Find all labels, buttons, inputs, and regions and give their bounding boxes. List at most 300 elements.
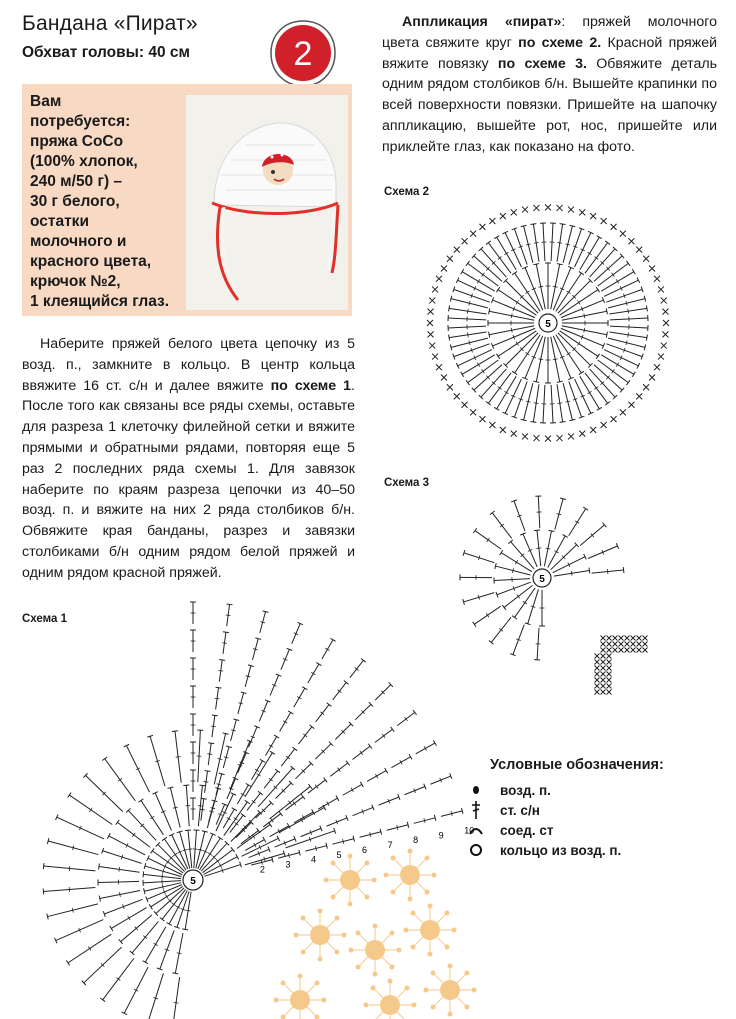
stitch-mark [173, 977, 180, 1019]
decor-dot [444, 944, 449, 949]
stitch-mark [644, 344, 645, 350]
stitch-mark [607, 642, 612, 647]
stitch-mark [607, 660, 612, 665]
stitch-mark [553, 359, 558, 360]
stitch-mark [258, 791, 263, 795]
stitch-mark [360, 782, 363, 787]
stitch-mark [454, 393, 460, 399]
stitch-mark [595, 672, 600, 677]
stitch-mark [47, 914, 48, 920]
stitch-mark [324, 778, 328, 783]
stitch-mark [545, 436, 551, 442]
stitch-mark [613, 648, 618, 653]
row-number: 8 [413, 835, 419, 846]
decor-dot [432, 873, 437, 878]
stitch-mark [473, 528, 476, 533]
stitch-mark [336, 796, 339, 801]
stitch-mark [162, 885, 163, 890]
stitch-mark [231, 847, 235, 852]
stitch-mark [208, 853, 212, 856]
stitch-mark [176, 757, 181, 758]
stitch-mark [553, 286, 558, 287]
decor-dot [448, 964, 453, 969]
stitch-mark [428, 331, 434, 337]
stitch-mark [605, 401, 610, 405]
stitch-mark [432, 286, 438, 292]
stitch-mark [607, 678, 612, 683]
stitch-mark [643, 642, 648, 647]
stitch-mark [584, 313, 585, 318]
stitch-mark [279, 811, 283, 816]
stitch-mark [468, 309, 469, 314]
decor-dot [452, 928, 457, 933]
stitch-mark [538, 359, 543, 360]
stitch-mark [632, 372, 635, 377]
stitch-mark [631, 648, 636, 653]
stitch-mark [631, 636, 636, 641]
stitch-mark [611, 224, 617, 230]
stitch-mark [626, 261, 630, 266]
stitch-mark [391, 727, 395, 732]
legend-item: возд. п. [468, 780, 551, 800]
stitch-mark [595, 654, 600, 659]
stitch-mark [649, 375, 655, 381]
stitch-mark [577, 342, 580, 346]
stitch-mark [646, 305, 647, 311]
stitch-mark [211, 726, 216, 727]
stitch-mark [368, 744, 372, 749]
stitch-mark [429, 343, 435, 349]
stitch-mark [607, 636, 612, 641]
stitch-mark [601, 690, 606, 695]
stitch-mark [385, 768, 388, 773]
stitch-mark [450, 296, 451, 302]
stitch-mark [470, 409, 476, 415]
stitch-mark [198, 849, 203, 850]
stitch-mark [596, 287, 599, 292]
stitch-mark [626, 380, 630, 385]
stitch-mark [521, 225, 527, 226]
stitch-mark [302, 687, 307, 690]
scheme1-ref: по схеме 1 [270, 377, 352, 394]
stitch-mark [606, 332, 607, 338]
legend-item: ст. с/н [468, 800, 540, 820]
stitch-mark [601, 672, 606, 677]
stitch-mark [565, 401, 570, 402]
stitch-mark [619, 636, 624, 641]
stitch-mark [595, 666, 600, 671]
stitch-mark [658, 286, 664, 292]
scheme1-diagram [20, 605, 475, 1019]
stitch-mark [489, 422, 495, 428]
stitch-mark [619, 642, 624, 647]
stitch-mark [346, 761, 350, 766]
stitch-mark [516, 342, 519, 346]
stitch-mark [533, 264, 539, 265]
stitch-mark [202, 831, 208, 832]
stitch-mark [557, 381, 563, 382]
stitch-mark [89, 808, 92, 812]
stitch-mark [628, 402, 634, 408]
stitch-mark [99, 896, 100, 902]
stitch-mark [601, 218, 607, 224]
stitch-mark [144, 888, 145, 894]
decor-dot [428, 904, 433, 909]
page-title: Бандана «Пират» [22, 12, 198, 35]
stitch-mark [234, 817, 238, 820]
stitch-mark [162, 837, 167, 840]
stitch-mark [530, 421, 536, 422]
stitch-mark [607, 684, 612, 689]
stitch-mark [487, 538, 490, 542]
stitch-mark [257, 828, 261, 833]
stitch-mark [500, 427, 506, 433]
stitch-mark [601, 654, 606, 659]
stitch-mark [626, 301, 627, 306]
stitch-mark [637, 636, 642, 641]
stitch-mark [486, 401, 491, 405]
stitch-mark [565, 244, 570, 245]
stitch-mark [500, 550, 503, 555]
stitch-mark [441, 265, 447, 271]
stitch-mark [173, 853, 177, 856]
stitch-mark [301, 794, 305, 799]
row-number: 5 [336, 849, 342, 860]
stitch-mark [522, 207, 528, 213]
decor-dot [424, 856, 429, 861]
ring-label: 5 [190, 876, 196, 887]
badge-number: 2 [293, 35, 313, 73]
decor-dot [464, 1004, 469, 1009]
stitch-mark [216, 687, 222, 688]
stitch-mark [601, 684, 606, 689]
stitch-mark [432, 354, 438, 360]
stitch-mark [595, 690, 600, 695]
stitch-mark [177, 953, 182, 954]
stitch-mark [512, 271, 517, 274]
row-number: 4 [310, 854, 316, 865]
stitch-mark [601, 660, 606, 665]
stitch-mark [607, 672, 612, 677]
stitch-mark [579, 371, 584, 374]
stitch-mark [568, 433, 574, 439]
stitch-mark [274, 735, 279, 738]
stitch-mark [454, 247, 460, 253]
stitch-mark [223, 632, 229, 633]
stitch-mark [625, 636, 630, 641]
stitch-mark [219, 660, 225, 661]
stitch-mark [583, 507, 588, 510]
stitch-mark [489, 308, 490, 314]
stitch-mark [172, 731, 178, 732]
stitch-mark [204, 771, 210, 772]
stitch-mark [466, 261, 470, 266]
stitch-mark [530, 224, 536, 225]
stitch-mark [534, 403, 539, 404]
stitch-mark [557, 435, 563, 441]
stitch-mark [185, 830, 191, 831]
stitch-mark [567, 352, 571, 355]
row-number: 9 [438, 830, 444, 841]
stitch-mark [466, 380, 470, 385]
stitch-mark [536, 548, 541, 549]
decor-dot [431, 971, 436, 976]
stitch-mark [557, 205, 563, 211]
stitch-mark [512, 371, 517, 374]
stitch-mark [579, 271, 584, 274]
stitch-mark [449, 335, 450, 341]
stitch-mark [436, 276, 442, 282]
stitch-mark [649, 265, 655, 271]
stitch-mark [597, 407, 602, 410]
stitch-mark [88, 947, 91, 951]
stitch-mark [584, 328, 585, 333]
stitch-mark [409, 754, 412, 759]
stitch-mark [226, 615, 231, 616]
stitch-mark [538, 286, 543, 287]
stitch-mark [245, 800, 250, 803]
stitch-mark [521, 419, 527, 420]
stitch-mark [595, 660, 600, 665]
stitch-mark [560, 421, 566, 422]
stitch-mark [557, 243, 562, 244]
ring-label: 5 [539, 574, 545, 585]
stitch-mark [223, 733, 229, 734]
stitch-mark [462, 238, 468, 244]
stitch-mark [468, 332, 469, 337]
stitch-mark [661, 343, 667, 349]
stitch-mark [473, 622, 476, 627]
stitch-mark [646, 335, 647, 341]
stitch-mark [436, 364, 442, 370]
stitch-mark [143, 871, 144, 877]
stitch-mark [119, 892, 120, 897]
stitch-mark [601, 666, 606, 671]
stitch-mark [500, 213, 506, 219]
stitch-mark [625, 642, 630, 647]
stitch-mark [292, 747, 297, 751]
stitch-mark [589, 568, 590, 574]
stitch-mark [545, 204, 551, 210]
stitch-mark [611, 416, 617, 422]
stitch-mark [204, 782, 209, 783]
stitch-mark [511, 328, 512, 333]
stitch-mark [533, 381, 539, 382]
stitch-mark [607, 654, 612, 659]
stitch-mark [636, 247, 642, 253]
stitch-mark [661, 297, 667, 303]
stitch-mark [479, 416, 485, 422]
stitch-mark [590, 213, 596, 219]
stitch-mark [516, 300, 519, 304]
stitch-mark [174, 1003, 179, 1004]
stitch-mark [623, 567, 624, 573]
stitch-mark [450, 344, 451, 350]
stitch-mark [628, 332, 629, 337]
stitch-mark [110, 926, 113, 931]
stitch-mark [218, 836, 223, 839]
stitch-mark [449, 305, 450, 311]
row-number: 6 [362, 844, 368, 855]
materials-text: Вам потребуется: пряжа CoCo (100% хлопок, 240 м/50 г) – 30 г белого, остатки молочного и красного цвета, крючок №2, 1 клеящийся глаз. [30, 93, 170, 310]
stitch-mark [512, 616, 517, 619]
stitch-mark [626, 340, 627, 345]
stitch-mark [119, 867, 120, 872]
dot-icon [468, 780, 492, 800]
stitch-mark [461, 269, 464, 274]
stitch-mark [490, 511, 495, 515]
row-number: 2 [259, 864, 265, 875]
stitch-mark [288, 711, 293, 714]
stitch-mark [148, 973, 164, 1019]
stitch-mark [526, 244, 531, 245]
stitch-mark [208, 743, 214, 744]
stitch-mark [461, 372, 464, 377]
stitch-mark [166, 860, 169, 864]
stitch-mark [232, 808, 237, 811]
stitch-mark [643, 648, 648, 653]
scheme3-diagram [455, 488, 655, 703]
decor-dot [424, 988, 429, 993]
stitch-mark [327, 703, 332, 707]
stitch-mark [625, 648, 630, 653]
stitch-mark [595, 684, 600, 689]
stitch-mark [151, 848, 154, 853]
stitch-mark [173, 807, 178, 808]
applique-text: Аппликация «пират»: пряжей молочного цвета свяжите круг по схеме 2. Красной пряжей вяжите повязку по схеме 3. Обвяжите деталь одним рядом столбиков б/н. Вышейте крапинки по всей поверхности повязки. Пришейте на шапочку аппликацию, вышейте рот, нос, пришейте или приклейте глаз, как показано на фото. [382, 14, 718, 155]
stitch-mark [577, 300, 580, 304]
stitch-mark [546, 548, 551, 549]
stitch-mark [462, 402, 468, 408]
stitch-mark [150, 816, 154, 819]
scheme1-label: Схема 1 [22, 613, 68, 625]
stitch-mark [534, 243, 539, 244]
stitch-mark [502, 605, 506, 610]
stitch-mark [601, 636, 606, 641]
legend-item: соед. ст [468, 820, 553, 840]
stitch-mark [316, 663, 321, 666]
stitch-mark [628, 309, 629, 314]
stitch-mark [643, 636, 648, 641]
stitch-mark [43, 863, 44, 869]
stitch-mark [511, 209, 517, 215]
stitch-mark [494, 236, 499, 239]
stitch-mark [149, 904, 152, 909]
stitch-mark [310, 725, 315, 729]
stitch-mark [486, 613, 489, 617]
ring-icon [468, 840, 492, 860]
stitch-mark [212, 715, 218, 716]
stitch-mark [662, 331, 668, 337]
stitch-mark [433, 740, 436, 745]
stitch-mark [427, 320, 433, 326]
stitch-mark [525, 291, 529, 294]
stitch-mark [534, 530, 540, 531]
row-number: 7 [387, 840, 393, 851]
stitch-mark [182, 929, 188, 930]
scheme2-label: Схема 2 [384, 186, 430, 198]
stitch-mark [613, 636, 618, 641]
row-number: 10 [464, 825, 475, 836]
stitch-mark [607, 666, 612, 671]
stitch-mark [569, 225, 575, 226]
stitch-mark [601, 422, 607, 428]
stitch-mark [567, 291, 571, 294]
stitch-mark [644, 296, 645, 302]
stitch-mark [138, 799, 143, 802]
decor-dot [428, 952, 433, 957]
stitch-mark [496, 287, 499, 292]
stitch-mark [601, 642, 606, 647]
stitch-mark [167, 787, 173, 788]
stitch-mark [215, 698, 220, 699]
stitch-mark [143, 961, 148, 964]
stitch-mark [100, 998, 105, 1002]
stitch-mark [605, 241, 610, 245]
stitch-mark [525, 352, 529, 355]
stitch-mark [620, 231, 626, 237]
stitch-mark [429, 297, 435, 303]
arc-icon [468, 820, 492, 840]
stitch-mark [199, 785, 205, 786]
stitch-mark [441, 375, 447, 381]
stitch-mark [172, 973, 178, 974]
legend-item: кольцо из возд. п. [468, 840, 621, 860]
stitch-mark [607, 648, 612, 653]
stitch-mark [560, 224, 566, 225]
head-size: Обхват головы: 40 см [22, 44, 191, 61]
stitch-mark [489, 218, 495, 224]
stitch-mark [361, 658, 366, 662]
stitch-mark [200, 809, 205, 810]
legend-title: Условные обозначения: [490, 757, 664, 773]
stitch-mark [579, 209, 585, 215]
stitch-mark [72, 908, 73, 913]
stitch-mark [620, 409, 626, 415]
stitch-mark [207, 754, 212, 755]
stitch-mark [579, 431, 585, 437]
stitch-mark [568, 207, 574, 213]
stitch-mark [526, 401, 531, 402]
dagger-icon [468, 800, 492, 820]
stitch-mark [643, 384, 649, 390]
stitch-mark [632, 269, 635, 274]
decor-dot [444, 911, 449, 916]
stitch-mark [489, 332, 490, 338]
row-number: 3 [285, 859, 291, 870]
stitch-mark [619, 648, 624, 653]
stitch-mark [613, 642, 618, 647]
stitch-mark [428, 309, 434, 315]
stitch-mark [227, 604, 233, 605]
stitch-mark [523, 601, 527, 604]
stitch-mark [595, 678, 600, 683]
stitch-mark [486, 241, 491, 245]
stitch-mark [186, 910, 191, 911]
stitch-mark [218, 758, 223, 759]
decor-dot [431, 1004, 436, 1009]
stitch-mark [636, 393, 642, 399]
stitch-mark [663, 320, 669, 326]
stitch-mark [631, 642, 636, 647]
stitch-mark [654, 276, 660, 282]
stitch-mark [246, 783, 251, 786]
stitch-mark [469, 301, 470, 306]
stitch-mark [590, 427, 596, 433]
stitch-mark [470, 231, 476, 237]
stitch-mark [469, 340, 470, 345]
stitch-mark [447, 256, 453, 262]
